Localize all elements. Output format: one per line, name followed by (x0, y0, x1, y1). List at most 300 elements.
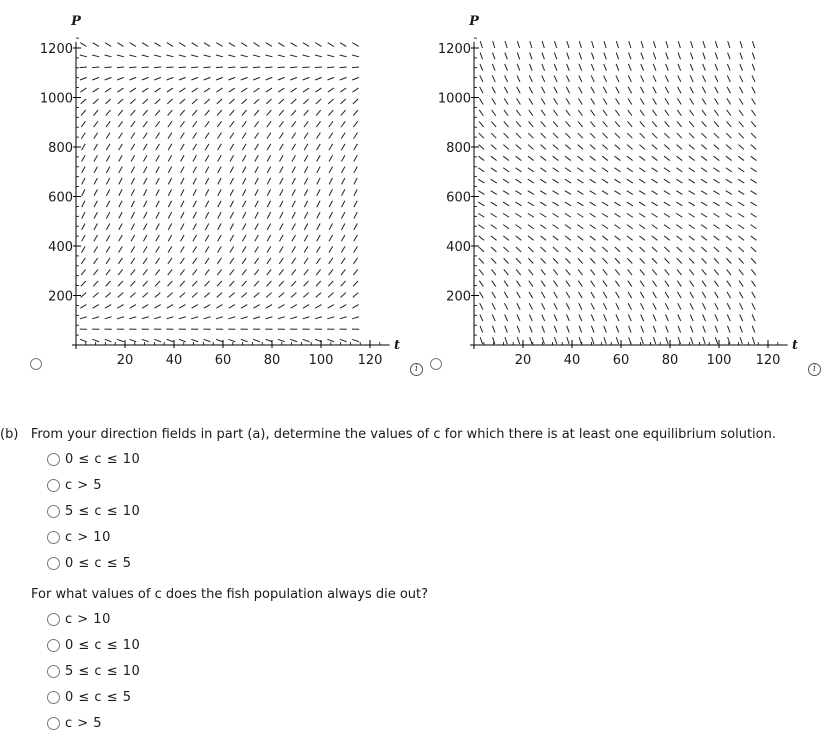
slope-segment (577, 156, 583, 160)
slope-segment (615, 247, 620, 252)
slope-segment (255, 144, 259, 150)
slope-segment (180, 110, 185, 115)
slope-segment (714, 236, 720, 240)
slope-segment (641, 41, 643, 48)
slope-segment (491, 225, 497, 229)
slope-segment (143, 258, 147, 264)
slope-segment (105, 77, 112, 80)
answer-option-label: c > 10 (65, 529, 111, 545)
slope-segment (205, 133, 209, 139)
radio-button[interactable] (47, 639, 60, 652)
slope-segment (702, 133, 707, 138)
slope-segment (615, 236, 621, 240)
y-tick-label: 800 (48, 141, 73, 156)
slope-segment (106, 201, 109, 207)
slope-segment (530, 53, 532, 60)
slope-segment (591, 98, 595, 104)
slope-segment (218, 235, 222, 241)
slope-segment (167, 43, 173, 47)
slope-segment (554, 98, 558, 104)
slope-segment (542, 303, 545, 309)
slope-segment (106, 235, 110, 241)
slope-segment (266, 339, 273, 341)
slope-segment (627, 258, 632, 263)
slope-segment (193, 144, 197, 150)
slope-segment (590, 191, 596, 195)
slope-segment (553, 156, 559, 160)
slope-segment (118, 99, 123, 104)
slope-segment (304, 121, 308, 127)
slope-segment (93, 281, 98, 286)
slope-segment (703, 53, 705, 60)
slope-segment (515, 179, 521, 183)
slope-segment (651, 191, 657, 195)
answer-option[interactable] (47, 503, 140, 519)
answer-option[interactable] (47, 555, 132, 571)
slope-segment (653, 75, 656, 82)
slope-segment (304, 281, 309, 286)
slope-segment (119, 246, 123, 252)
slope-segment (727, 326, 730, 333)
slope-segment (156, 258, 160, 264)
slope-segment (106, 224, 109, 230)
slope-segment (179, 77, 186, 80)
slope-segment (503, 202, 509, 206)
slope-segment (491, 133, 496, 138)
slope-segment (106, 133, 110, 139)
slope-segment (230, 235, 234, 241)
slope-segment (504, 269, 509, 275)
slope-segment (354, 178, 357, 184)
slope-segment (529, 269, 534, 275)
slope-segment (205, 201, 208, 207)
slope-segment (119, 189, 122, 195)
slope-segment (267, 144, 271, 150)
slope-segment (304, 212, 307, 218)
slope-segment (352, 339, 359, 341)
slope-segment (354, 246, 358, 252)
slope-segment (154, 55, 161, 57)
slope-segment (677, 247, 682, 252)
slope-segment (479, 98, 483, 104)
slope-segment (554, 53, 556, 60)
slope-segment (553, 168, 559, 172)
slope-segment (614, 168, 620, 172)
slope-segment (328, 293, 333, 298)
slope-segment (480, 64, 483, 71)
y-tick-label: 600 (446, 190, 471, 206)
slope-segment (703, 326, 706, 333)
answer-option[interactable] (47, 715, 102, 731)
slope-segment (181, 178, 184, 184)
slope-segment (664, 179, 670, 183)
slope-segment (341, 281, 346, 286)
slope-segment (242, 121, 246, 127)
slope-segment (492, 98, 496, 104)
slope-segment (616, 53, 618, 60)
radio-button[interactable] (47, 479, 60, 492)
radio-button[interactable] (47, 453, 60, 466)
slope-segment (291, 110, 296, 115)
slope-segment (205, 178, 208, 184)
slope-segment (493, 53, 495, 60)
slope-segment (142, 43, 148, 47)
slope-segment (590, 258, 595, 263)
slope-segment (503, 179, 509, 183)
slope-segment (317, 189, 320, 195)
graph-left-radio[interactable] (30, 358, 42, 370)
slope-segment (130, 293, 135, 298)
slope-segment (118, 258, 122, 264)
slope-segment (329, 246, 333, 252)
slope-segment (628, 314, 631, 321)
slope-segment (80, 339, 87, 341)
slope-segment (340, 317, 347, 319)
slope-segment (243, 178, 246, 184)
slope-segment (480, 337, 482, 344)
slope-segment (205, 246, 209, 252)
slope-segment (316, 110, 321, 115)
slope-segment (653, 292, 657, 298)
slope-segment (354, 167, 357, 173)
slope-segment (664, 258, 669, 263)
slope-segment (266, 77, 273, 80)
slope-segment (218, 178, 221, 184)
slope-segment (180, 133, 184, 139)
slope-segment (565, 145, 570, 150)
slope-segment (280, 189, 283, 195)
slope-segment (155, 43, 161, 47)
slope-segment (579, 87, 582, 93)
slope-segment (119, 212, 122, 218)
answer-option[interactable] (47, 529, 111, 545)
answer-option[interactable] (47, 611, 111, 627)
slope-segment (614, 202, 620, 206)
slope-segment (216, 339, 223, 341)
slope-segment (254, 281, 259, 286)
slope-segment (565, 236, 571, 240)
slope-segment (479, 133, 484, 138)
slope-segment (166, 67, 173, 68)
slope-segment (191, 77, 198, 80)
slope-segment (579, 314, 582, 321)
slope-segment (591, 314, 594, 321)
slope-segment (529, 281, 533, 287)
slope-segment (303, 43, 309, 47)
slope-segment (752, 303, 755, 309)
slope-segment (603, 269, 608, 275)
slope-segment (639, 156, 645, 160)
slope-segment (530, 41, 532, 48)
slope-segment (541, 258, 546, 263)
slope-segment (191, 67, 198, 68)
slope-segment (131, 201, 134, 207)
slope-segment (577, 179, 583, 183)
slope-segment (353, 269, 357, 275)
radio-button[interactable] (47, 665, 60, 678)
slope-segment (578, 98, 582, 104)
slope-segment (542, 41, 544, 48)
slope-segment (603, 110, 607, 116)
slope-segment (154, 317, 161, 319)
slope-segment (664, 236, 670, 240)
slope-segment (204, 43, 210, 47)
slope-segment (604, 326, 607, 333)
slope-segment (290, 67, 297, 68)
slope-segment (241, 88, 247, 92)
slope-segment (639, 191, 645, 195)
slope-segment (567, 337, 569, 344)
slope-segment (553, 179, 559, 183)
slope-segment (751, 156, 757, 160)
slope-segment (664, 202, 670, 206)
slope-segment (577, 213, 583, 217)
slope-segment (154, 339, 161, 341)
info-icon[interactable]: i (808, 363, 821, 376)
slope-segment (205, 224, 208, 230)
slope-segment (191, 55, 198, 57)
slope-segment (628, 269, 633, 275)
radio-button[interactable] (47, 613, 60, 626)
slope-segment (267, 201, 270, 207)
slope-segment (701, 236, 707, 240)
slope-segment (641, 326, 644, 333)
answer-option[interactable] (47, 451, 140, 467)
slope-segment (640, 87, 643, 93)
slope-segment (192, 305, 198, 309)
slope-segment (478, 191, 484, 195)
slope-segment (504, 98, 508, 104)
slope-segment (517, 303, 520, 309)
slope-segment (677, 133, 682, 138)
slope-segment (627, 133, 632, 138)
slope-segment (652, 145, 657, 150)
answer-option[interactable] (47, 477, 102, 493)
slope-segment (267, 212, 270, 218)
slope-segment (204, 55, 211, 57)
slope-segment (217, 99, 222, 104)
slope-segment (82, 167, 85, 173)
slope-segment (629, 326, 632, 333)
slope-segment (229, 110, 234, 115)
slope-segment (641, 53, 643, 60)
slope-segment (303, 55, 310, 57)
radio-button[interactable] (47, 691, 60, 704)
slope-segment (715, 75, 718, 82)
slope-segment (130, 281, 135, 286)
slope-segment (353, 99, 358, 104)
slope-segment (93, 88, 99, 92)
slope-segment (751, 168, 757, 172)
slope-segment (751, 258, 756, 263)
slope-segment (243, 212, 246, 218)
slope-segment (664, 156, 670, 160)
slope-segment (480, 314, 483, 321)
slope-segment (254, 293, 259, 298)
slope-segment (554, 64, 557, 71)
slope-segment (715, 337, 717, 344)
slope-segment (553, 145, 558, 150)
slope-segment (503, 191, 509, 195)
slope-segment (726, 225, 732, 229)
slope-segment (92, 67, 99, 68)
slope-segment (242, 224, 245, 230)
slope-segment (304, 235, 308, 241)
slope-segment (317, 201, 320, 207)
slope-segment (738, 179, 744, 183)
slope-segment (329, 155, 333, 161)
slope-segment (678, 326, 681, 333)
slope-segment (515, 202, 521, 206)
slope-segment (328, 88, 334, 92)
slope-segment (604, 337, 606, 344)
slope-segment (517, 53, 519, 60)
slope-segment (292, 235, 296, 241)
slope-segment (292, 178, 295, 184)
slope-segment (528, 202, 534, 206)
slope-segment (278, 339, 285, 341)
slope-segment (241, 55, 248, 57)
slope-segment (714, 121, 719, 126)
slope-segment (677, 145, 682, 150)
slope-segment (491, 191, 497, 195)
slope-segment (144, 189, 147, 195)
answer-option[interactable] (47, 637, 140, 653)
slope-segment (279, 144, 283, 150)
slope-segment (751, 269, 756, 275)
slope-segment (352, 317, 359, 319)
radio-button[interactable] (47, 531, 60, 544)
slope-segment (143, 144, 147, 150)
slope-segment (94, 246, 98, 252)
slope-segment (528, 258, 533, 263)
slope-segment (615, 269, 620, 275)
slope-segment (578, 292, 582, 298)
slope-segment (278, 67, 285, 68)
slope-segment (604, 314, 607, 321)
slope-segment (230, 178, 233, 184)
slope-segment (315, 88, 321, 92)
slope-segment (628, 64, 631, 71)
slope-segment (639, 236, 645, 240)
slope-segment (529, 75, 532, 82)
slope-segment (340, 43, 346, 47)
answer-option-label: 0 ≤ c ≤ 5 (65, 555, 132, 571)
slope-segment (653, 281, 657, 287)
slope-segment (691, 41, 693, 48)
slope-segment (676, 202, 682, 206)
slope-segment (602, 168, 608, 172)
slope-segment (253, 317, 260, 319)
slope-segment (577, 168, 583, 172)
slope-segment (280, 212, 283, 218)
slope-segment (478, 179, 484, 183)
slope-segment (715, 64, 718, 71)
graph-right-radio[interactable] (430, 358, 442, 370)
slope-segment (167, 317, 174, 319)
slope-segment (80, 55, 87, 57)
slope-segment (205, 269, 209, 275)
slope-segment (204, 88, 210, 92)
slope-segment (715, 326, 718, 333)
info-icon[interactable]: i (410, 363, 423, 376)
slope-segment (266, 43, 272, 47)
slope-segment (579, 53, 581, 60)
slope-segment (715, 314, 718, 321)
answer-option[interactable] (47, 663, 140, 679)
slope-segment (640, 258, 645, 263)
slope-segment (479, 281, 483, 287)
slope-segment (255, 246, 259, 252)
slope-segment (664, 247, 669, 252)
radio-button[interactable] (47, 557, 60, 570)
slope-segment (689, 179, 695, 183)
slope-segment (316, 99, 321, 104)
slope-segment (591, 292, 595, 298)
slope-segment (739, 281, 743, 287)
y-tick-label: 1200 (39, 42, 73, 57)
answer-option[interactable] (47, 689, 132, 705)
slope-segment (616, 64, 619, 71)
slope-segment (578, 133, 583, 138)
slope-segment (118, 281, 123, 286)
slope-segment (168, 281, 173, 286)
slope-segment (739, 292, 743, 298)
slope-segment (242, 269, 246, 275)
radio-button[interactable] (47, 717, 60, 730)
slope-segment (590, 168, 596, 172)
slope-segment (554, 326, 557, 333)
slope-segment (168, 201, 171, 207)
slope-segment (218, 144, 222, 150)
slope-segment (342, 201, 345, 207)
slope-segment (540, 225, 546, 229)
radio-button[interactable] (47, 505, 60, 518)
slope-segment (156, 167, 159, 173)
slope-segment (504, 87, 507, 93)
slope-segment (602, 191, 608, 195)
slope-segment (516, 145, 521, 150)
slope-segment (179, 317, 186, 319)
slope-segment (528, 247, 533, 252)
slope-segment (217, 133, 221, 139)
slope-segment (590, 247, 595, 252)
slope-segment (528, 225, 534, 229)
direction-field-graph-left (20, 0, 420, 380)
slope-segment (530, 326, 533, 333)
slope-segment (106, 246, 110, 252)
slope-segment (352, 305, 358, 309)
slope-segment (291, 281, 296, 286)
slope-segment (714, 145, 719, 150)
slope-segment (541, 292, 545, 298)
slope-segment (701, 191, 707, 195)
slope-segment (677, 292, 681, 298)
slope-segment (292, 246, 296, 252)
slope-segment (602, 179, 608, 183)
slope-segment (641, 337, 643, 344)
slope-segment (639, 225, 645, 229)
slope-segment (627, 247, 632, 252)
slope-segment (154, 305, 160, 309)
slope-segment (726, 168, 732, 172)
slope-segment (615, 133, 620, 138)
slope-segment (529, 87, 532, 93)
slope-segment (541, 98, 545, 104)
slope-segment (142, 55, 149, 57)
slope-segment (554, 41, 556, 48)
slope-segment (81, 281, 86, 286)
